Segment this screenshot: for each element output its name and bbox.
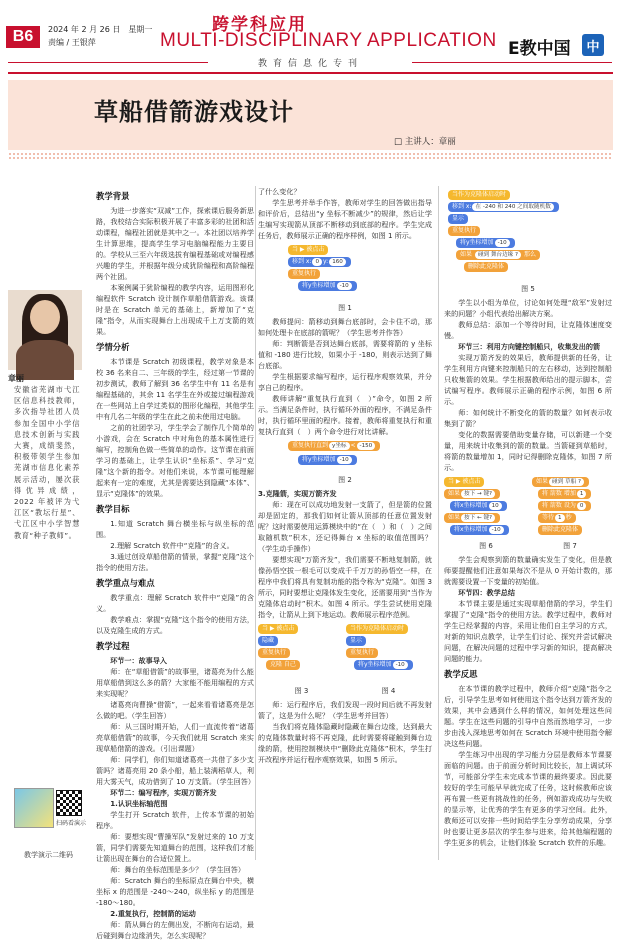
step-heading: 环节四：教学总结 — [458, 588, 515, 597]
scratch-block-repeat: 重复执行 — [346, 648, 378, 658]
paragraph: 学生会观察到箭的数量确实发生了变化，但是教师要提醒他们注意如果每次不是从 0 开始计数的，那就需要设置一下变量的初始值。 — [444, 555, 612, 586]
step-heading: 环节三：利用方向键控制船只，收集发出的箭 — [458, 342, 601, 351]
paragraph: 在本节课的教学过程中，教师介绍“克隆”指令之后，引导学生思考如何使用这个指令达到万箭齐发的效果，其中会遇到什么样的情况，如何处理这些问题。学生在这些问题的引导中自然而然地学习，一步步由浅入深地思考如何在 Scratch 环境中使用指令解决这些问题。 — [444, 684, 612, 748]
logo-mark-icon: 中 — [582, 34, 604, 56]
paragraph: 学生练习中出现的学习能力分层是教师本节课要面临的问题。由于前面分析时间比较长，加上调试环节，可能部分学生未完成本节课的最终要求。因此要较好的学生可能早早就完成了任务，这时候教师应该再布置一些更有挑战性的任务，例如游戏成功与失败的显示等，让优秀的学生有更多的学习空间。此外，教师还可以安排一些时间给学生分享劳动成果，分享时也要让更多层次的学生参与进来，给其他编程题的学生更多的机会，让他们体验 Scratch 软件的乐趣。 — [444, 750, 612, 847]
key-point: 教学难点：掌握“克隆”这个指令的使用方法，以及克隆生成的方式。 — [96, 615, 254, 635]
figure-caption-4: 图 4 — [381, 687, 396, 695]
heading-reflection: 教学反思 — [444, 669, 478, 679]
header-rule — [8, 72, 613, 74]
scratch-block-green-flag: 当 ▶ 被点击 — [444, 477, 484, 487]
figure-caption — [444, 541, 612, 552]
figure-caption-7: 图 7 — [563, 542, 577, 550]
scratch-block-when-clone: 当作为克隆体启动时 — [346, 624, 408, 634]
author-bio: 安徽省芜湖市弋江区信息科技教师，多次指导社团人员参加全国中小学信息技术创新与实践大赛，成绩斐然，积极带领学生参加芜湖市信息化素养展示活动，屡次获得优异成绩，2022 年被评为弋江区“教坛行星”、弋江区中小学智慧教育“种子教师”。 — [14, 385, 80, 540]
goal-item: 1.知道 Scratch 舞台横坐标与纵坐标的范围。 — [96, 519, 254, 539]
scratch-block-change-y: 将y坐标增加 -10 — [354, 660, 413, 670]
column-divider — [438, 186, 439, 860]
scratch-block-repeat: 重复执行 — [448, 226, 480, 236]
scratch-block-green-flag: 当 ▶ 被点击 — [258, 624, 298, 634]
column-divider — [255, 186, 256, 860]
heading-goals: 教学目标 — [96, 504, 130, 514]
figure-caption-6: 图 6 — [479, 542, 493, 550]
scratch-block-repeat: 重复执行 — [288, 269, 320, 279]
page-header — [0, 0, 621, 78]
book-cover-image — [14, 788, 54, 828]
paragraph: 本节课是 Scratch 初级课程，教学对象是本校 36 名来自二、三年级的学生，经过第一节课的初步测试，教师了解到 36 名学生中有 11 名是有编程基础的，其余 11 名学生在外或接过编程游戏在一些网站上自学过类似的图形化编程，其他学生中有几名二年级的学生在此之前未使用过电脑。 — [96, 357, 254, 421]
paragraph: 本案例属于犹阶编程的教学内容，运用图形化编程软件 Scratch 设计制作草船借箭游戏。该课时是在 Scratch 单元的基础上，新增加了“克隆”指令，从而实现舞台上出现成千上万支箭的效果。 — [96, 283, 254, 336]
paragraph: 师：箭从舞台的左侧出发，不断向右运动，最后碰到舞台边缘消失，怎么实现呢？ — [96, 920, 254, 940]
article-column-3 — [444, 186, 612, 848]
scratch-block-create-clone: 克隆 自己 — [266, 660, 300, 670]
figure-caption — [258, 686, 432, 697]
goal-item: 2.理解 Scratch 软件中“克隆”的含义。 — [110, 541, 234, 550]
paragraph: 师：如何统计不断变化的箭的数量？如何表示收集到了箭？ — [444, 408, 612, 428]
scratch-block-goto: 移到 x: 在 -240 和 240 之间取随机数 — [448, 202, 559, 212]
paragraph: 师：同学们，你们知道诸葛亮一共借了多少支箭吗？诸葛亮用 20 条小船，船上装满稻草人，利用大雾天气，成功借到了 10 万支箭。（学生回答） — [96, 755, 255, 786]
scratch-block-delete-clone: 删除此克隆体 — [464, 262, 508, 272]
paragraph: 要想实现“万箭齐发”，我们需要不断地复制箭，就像孙悟空拔一根毛可以变成千千万万的孙悟空一样，在程序中我们将具有复制功能的指令称为“克隆”。如图 3 所示，同时要想让克隆体发生变化，还需要用到“当作为克隆体启动时”积木。如图 4 所示。学生尝试使用克隆指令，让箭从上到下地运动。教师展示程序范例。 — [258, 555, 432, 619]
paragraph: 师：从三国时期开始，人们一直流传着“诸葛亮草船借箭”的故事，今天我们就用 Scratch 来实现草船借箭的游戏。（引出课题） — [96, 722, 254, 753]
paragraph: 之前的社团学习，学生学会了制作几个简单的小游戏，会在 Scratch 中对角色的基本属性进行编写，控制角色做一些简单的动作。这节课在前面学习的基础上，让学生认识“坐标系”、学习“克隆”这个新的指令。对他们来说，本节课可能理解起来有一定的难度，尤其是需要达到隐藏“本体”、显示“克隆体”的效果。 — [96, 423, 254, 498]
scratch-block-goto: 移到 x: 0 y: 160 — [288, 257, 351, 267]
divider — [412, 62, 612, 63]
scratch-block-show: 显示 — [448, 214, 468, 224]
scratch-block-if: 如果 碰到 草船 ? — [532, 477, 589, 487]
scratch-block-wait: 等待 1 秒 — [538, 513, 576, 523]
paragraph: 学生思考并举手作答，教师对学生的回答做出指导和评价后，总结出“y 坐标不断减少”的规律，然后让学生编写实现箭从顶部不断移动到底部的程序。学生完成任务后，教师展示正确的程序样例，如图 1 所示。 — [258, 198, 432, 240]
scratch-block-change-y: 将y坐标增加 -10 — [456, 238, 515, 248]
figure-3-4 — [258, 624, 432, 684]
figure-caption-3: 图 3 — [294, 687, 309, 695]
author-face — [30, 300, 60, 334]
figure-1 — [258, 245, 432, 301]
step-heading: 环节一：故事导入 — [110, 656, 167, 665]
figure-5 — [444, 190, 612, 282]
section-subtitle: 教育信息化专刊 — [257, 59, 363, 69]
scratch-block-var-add: 将 箭数 增加 1 — [538, 489, 591, 499]
article-column-2 — [258, 186, 432, 765]
article-host: □ 主讲人：章丽 — [394, 137, 456, 147]
paragraph: 师：舞台的坐标范围是多少？（学生回答） — [110, 865, 245, 874]
scratch-block-green-flag: 当 ▶ 被点击 — [288, 245, 328, 255]
paragraph: 变化的数据需要借助变量存储，可以新建一个变量，用来统计收集到的箭的数量。当箭碰到草船时，将箭的数量增加 1，同时记得删除克隆体，如图 7 所示。 — [444, 430, 612, 472]
column-title-cn: 跨学科应用 — [212, 15, 307, 35]
scratch-block-if: 如果 碰到 舞台边缘 ? 那么 — [456, 250, 540, 260]
heading-analysis: 学情分析 — [96, 342, 130, 352]
paragraph: 师：要想实现“曹操军队”发射过来的 10 万支箭，同学们需要先知道舞台的范围，这样我们才能让箭出现在舞台的合适位置上。 — [96, 832, 254, 863]
scratch-block-change-x: 将x坐标增加 10 — [450, 501, 507, 511]
heading-process: 教学过程 — [96, 641, 130, 651]
paragraph: 学生以小组为单位，讨论如何处理“敌军”发射过来的问题？小组代表给出解决方案。 — [444, 298, 612, 318]
scratch-block-repeat: 重复执行 — [258, 648, 290, 658]
column-title-en: MULTI-DISCIPLINARY APPLICATION — [160, 30, 497, 51]
qr-caption: 教学演示二维码 — [24, 851, 73, 859]
paragraph: 学生根据要求编写程序，运行程序观察效果，并分享自己的程序。 — [258, 372, 432, 392]
paragraph: 为进一步落实“双减”工作，探索课后服务新思路，我校结合实际积极开展了丰富多彩的社团和活动课程，编程社团就是其中之一。本社团以培养学生计算思维，提高学生学习电脑编程能力主要目的。学校从三至六年级选拔有编程基础或对编程感兴趣的学生，并根据年级分成犹阶编程和高阶编程两个社团。 — [96, 206, 254, 281]
qr-code-icon — [56, 790, 82, 816]
editor-credit: 责编 / 王银萍 — [48, 38, 96, 47]
sub-heading: 3.克隆箭，实现万箭齐发 — [258, 489, 337, 498]
scratch-block-show: 显示 — [346, 636, 366, 646]
paragraph: 学生打开 Scratch 软件，上传本节课的初始程序。 — [96, 810, 254, 830]
paragraph: 教师提问：箭移动到舞台底部时，会卡住不动，那如何处理卡在底部的箭呢？（学生思考并作答） — [258, 317, 432, 337]
paragraph: 诸葛亮向曹操“借箭”，一起来看看诸葛亮是怎么做的吧。（学生回答） — [96, 700, 254, 720]
step-heading: 环节二：编写程序，实现万箭齐发 — [110, 788, 217, 797]
scratch-block-change-y: 将y坐标增加 -10 — [298, 281, 357, 291]
scratch-block-when-clone: 当作为克隆体启动时 — [448, 190, 510, 200]
paragraph: 实现万箭齐发的效果后，教师提供新的任务，让学生利用方向键来控制船只的左右移动，达到控制船只收集箭的效果。学生根据教师给出的提示脚本，尝试编写程序。教师展示正确的程序示例，如图 6 所示。 — [444, 353, 612, 406]
paragraph: 教师总结：添加一个等待时间，让克隆体速度变慢。 — [444, 320, 612, 340]
paragraph: 教师讲解“重复执行直到（ ）”命令，如图 2 所示。当满足条件时，执行循环外面的程序，不满足条件时，执行循环里面的程序。接着，教师将重复执行和重复执行直到（ ）两个命令进行对比讲解。 — [258, 394, 432, 436]
scratch-block-delete-clone: 删除此克隆体 — [538, 525, 582, 535]
issue-date: 2024 年 2 月 26 日 星期一 — [48, 25, 153, 34]
author-body — [16, 340, 74, 380]
qr-label: 扫码看演示 — [56, 820, 87, 827]
scratch-block-change-y: 将y坐标增加 -10 — [298, 455, 357, 465]
paragraph: 本节课主要是通过实现草船借箭的学习，学生们掌握了“克隆”指令的使用方法。教学过程中，教师对学生已经掌握的内容，采用让他们自主学习的方式，对新的知识点教学，让学生们讨论、探究并尝试解决问题，在解决问题的过程中学习新的知识，提高解决问题的能力。 — [444, 599, 612, 663]
paragraph: 当我们将克隆体隐藏时隐藏在舞台边缘，达到最大的克隆体数量时将不再克隆，此时需要将碰触到舞台边缘的箭，使用控制模块中“删除此克隆体”积木，学生打开改程序并运行程序观察效果，如图 5 所示。 — [258, 722, 432, 764]
author-photo — [8, 290, 82, 370]
scratch-block-if: 如果 按下 → 键? — [444, 489, 500, 499]
scratch-block-repeat-until: 重复执行直到 y坐标 < -150 — [288, 441, 380, 451]
key-point: 教学重点：理解 Scratch 软件中“克隆”的含义。 — [96, 593, 254, 613]
article-title: 草船借箭游戏设计 — [94, 98, 294, 126]
figure-caption: 图 5 — [521, 285, 535, 293]
page-number: B6 — [6, 26, 40, 48]
paragraph: 师：现在可以成功地发射一支箭了，但是箭的位置却是固定的，那我们如何让箭从顶部的任意位置发射呢？这时需要使用运算模块中的“在（ ）和（ ）之间取随机数”积木，还记得舞台 x 坐标的取值范围吗？（学生动手操作） — [258, 500, 432, 553]
scratch-block-change-x: 将x坐标增加 -10 — [450, 525, 509, 535]
sub-heading: 1.认识坐标轴范围 — [110, 799, 168, 808]
figure-caption: 图 2 — [338, 476, 352, 484]
figure-6-7 — [444, 477, 612, 539]
newspaper-logo: E教中国 — [508, 39, 571, 59]
paragraph: 师：运行程序后，我们发现一段时间后就不再发射箭了，这是为什么呢？（学生思考并回答） — [258, 700, 432, 720]
figure-2 — [258, 441, 432, 473]
article-column-1 — [96, 186, 254, 941]
scratch-block-set-var: 将 箭数 设为 0 — [538, 501, 591, 511]
goal-item: 3.通过创设草船借箭的情景，掌握“克隆”这个指令的使用方法。 — [96, 552, 254, 572]
paragraph: 师：Scratch 舞台的坐标原点在舞台中央，横坐标 x 的范围是 -240～240，纵坐标 y 的范围是 -180～180。 — [96, 876, 254, 907]
heading-key-points: 教学重点与难点 — [96, 578, 155, 588]
scratch-block-hide: 隐藏 — [258, 636, 278, 646]
paragraph: 了什么变化？ — [258, 187, 301, 196]
dotted-divider — [8, 152, 613, 160]
paragraph: 师：在“草船借箭”的故事里，诸葛亮为什么能用草船借到这么多的箭？大家能不能用编程的方式来实现呢？ — [96, 667, 254, 698]
figure-caption: 图 1 — [338, 304, 352, 312]
scratch-block-if: 如果 按下 ← 键? — [444, 513, 500, 523]
heading-background: 教学背景 — [96, 191, 130, 201]
paragraph: 师：判断箭是否到达舞台底部，需要将箭的 y 坐标值和 -180 进行比较，如果小于 -180，则表示达到了舞台底部。 — [258, 339, 432, 370]
author-name: 章丽 — [8, 374, 24, 383]
sub-heading: 2.重复执行，控制箭的运动 — [110, 909, 196, 918]
